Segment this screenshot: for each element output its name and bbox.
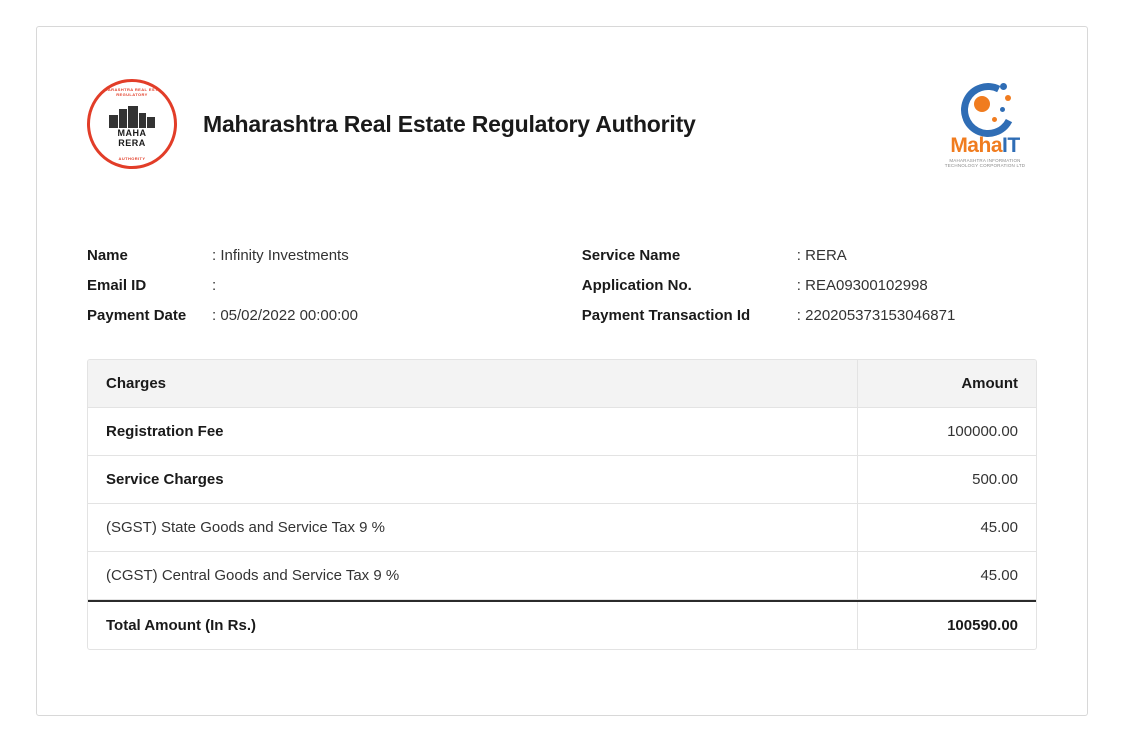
label-payment-transaction-id: Payment Transaction Id xyxy=(581,307,751,324)
mahait-wordmark xyxy=(933,135,1037,157)
charge-label: (CGST) Central Goods and Service Tax 9 % xyxy=(88,552,858,599)
details-right-labels xyxy=(582,241,797,331)
mahait-tagline: MAHARASHTRA INFORMATION TECHNOLOGY CORPORATION LTD xyxy=(944,157,1026,168)
charges-table xyxy=(87,359,1037,650)
charge-amount: 45.00 xyxy=(980,519,1018,536)
charge-amount: 45.00 xyxy=(980,567,1018,584)
receipt-content xyxy=(37,27,1087,650)
column-header-charges: Charges xyxy=(88,360,858,407)
value-name: : Infinity Investments xyxy=(212,247,349,264)
table-row xyxy=(88,552,1036,600)
buildings-icon xyxy=(107,106,157,128)
details-column-left xyxy=(87,241,582,331)
table-header-row xyxy=(88,360,1036,408)
value-payment-transaction-id: : 220205373153046871 xyxy=(796,307,956,324)
mahait-word-it: IT xyxy=(1002,133,1020,157)
maharera-seal-icon xyxy=(87,79,177,169)
value-service-name: : RERA xyxy=(796,247,847,264)
seal-ring-top-text: MAHARASHTRA REAL ESTATE REGULATORY xyxy=(97,87,167,97)
label-application-no: Application No. xyxy=(581,277,692,294)
value-payment-date: : 05/02/2022 00:00:00 xyxy=(212,307,358,324)
mahait-word-maha: Maha xyxy=(950,133,1002,157)
value-email-id: : xyxy=(212,277,217,294)
seal-ring-bottom-text: AUTHORITY xyxy=(118,156,146,161)
table-row xyxy=(88,408,1036,456)
receipt-page xyxy=(36,26,1088,716)
column-header-amount: Amount xyxy=(858,360,1036,407)
charge-label: Service Charges xyxy=(88,456,858,503)
table-row xyxy=(88,504,1036,552)
label-email-id: Email ID xyxy=(87,277,147,294)
table-total-row xyxy=(88,600,1036,649)
mahait-circle-icon xyxy=(959,81,1011,133)
table-row xyxy=(88,456,1036,504)
label-payment-date: Payment Date xyxy=(87,307,187,324)
charge-amount: 100000.00 xyxy=(947,423,1018,440)
details-left-labels xyxy=(87,241,212,331)
page-title: Maharashtra Real Estate Regulatory Authority xyxy=(203,110,696,137)
total-label: Total Amount (In Rs.) xyxy=(88,602,858,649)
seal-label-rera: RERA xyxy=(118,138,146,148)
charge-amount: 500.00 xyxy=(972,471,1018,488)
value-application-no: : REA09300102998 xyxy=(796,277,928,294)
charge-label: (SGST) State Goods and Service Tax 9 % xyxy=(88,504,858,551)
receipt-header xyxy=(87,69,1037,179)
label-name: Name xyxy=(87,247,128,264)
details-left-values xyxy=(212,241,358,331)
label-service-name: Service Name xyxy=(581,247,681,264)
details-section xyxy=(87,241,1037,331)
total-amount: 100590.00 xyxy=(947,617,1018,634)
mahait-logo xyxy=(933,81,1037,168)
details-column-right xyxy=(582,241,1037,331)
details-right-values xyxy=(797,241,956,331)
header-left-group xyxy=(87,79,696,169)
seal-label-maha: MAHA xyxy=(117,128,147,138)
seal-core xyxy=(105,100,159,148)
charge-label: Registration Fee xyxy=(88,408,858,455)
